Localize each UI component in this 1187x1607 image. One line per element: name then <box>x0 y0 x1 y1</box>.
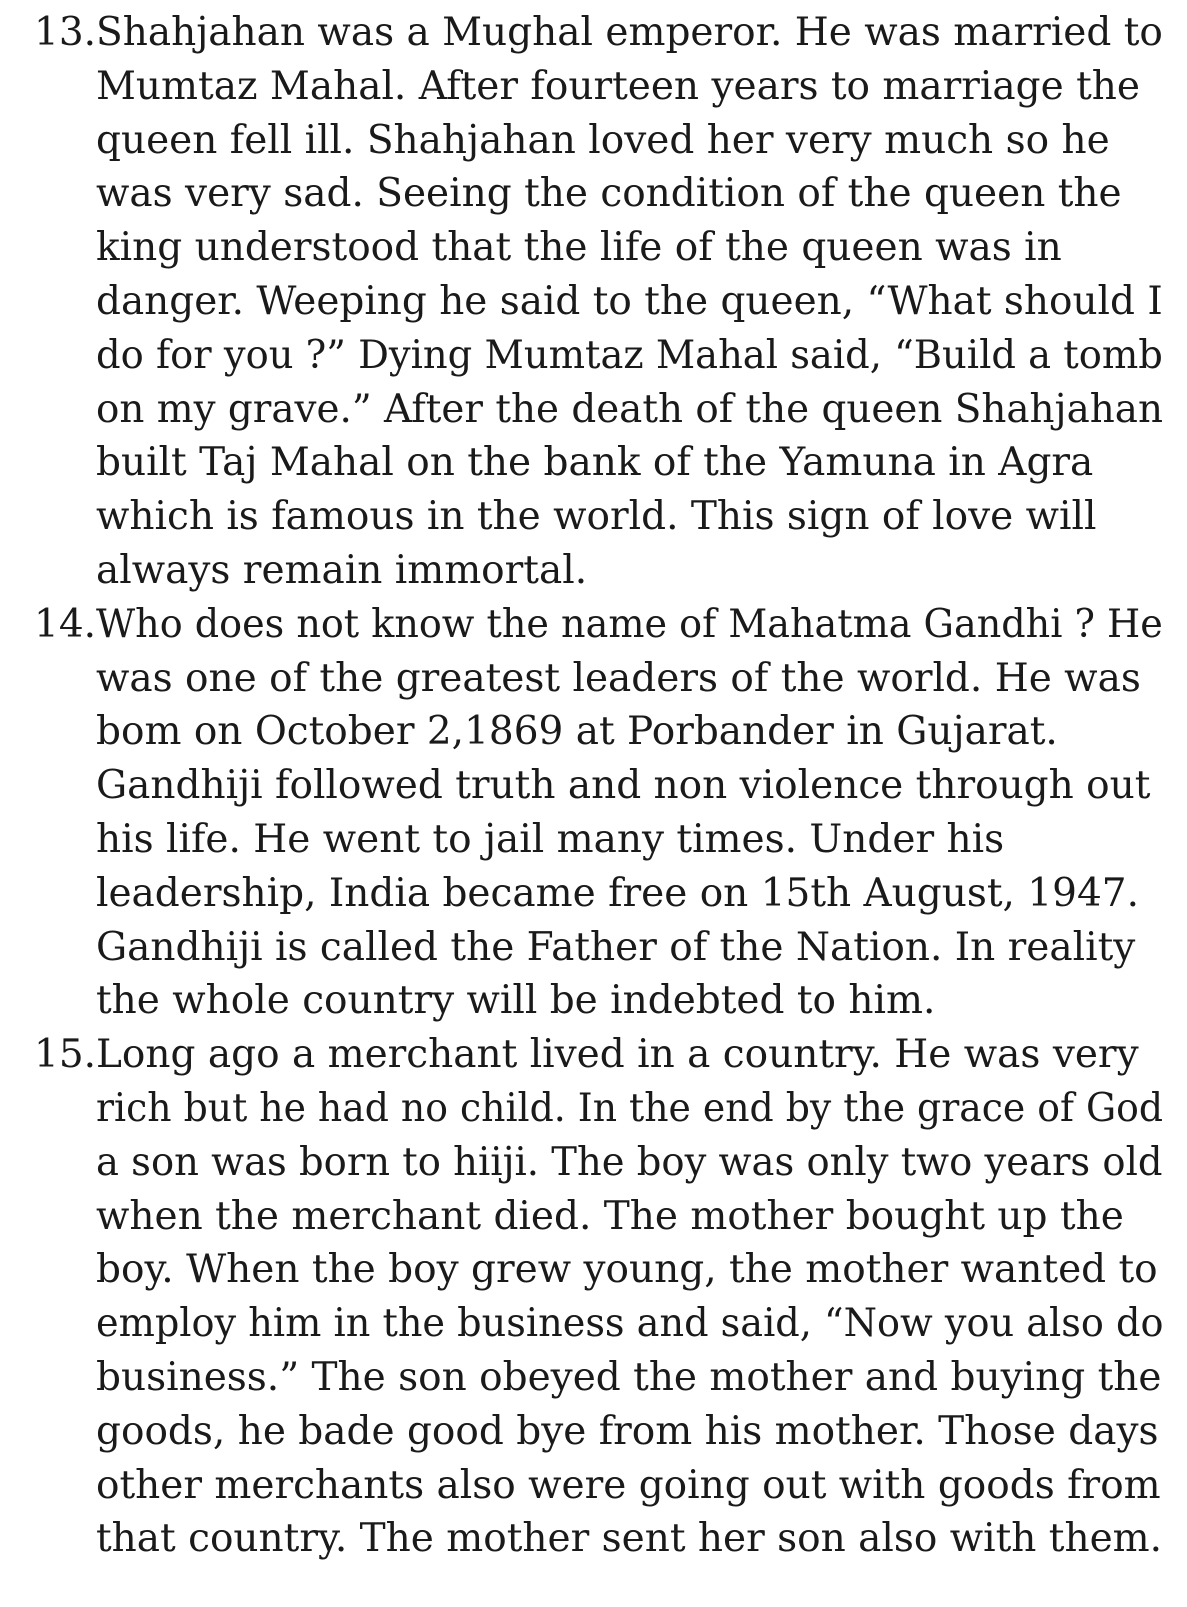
text-line: a son was born to hiiji. The boy was only two years old <box>96 1139 1163 1185</box>
text-line: Mumtaz Mahal. After fourteen years to marriage the <box>96 63 1140 109</box>
text-line: danger. Weeping he said to the queen, “What should I <box>96 278 1163 324</box>
text-line: do for you ?” Dying Mumtaz Mahal said, “Build a tomb <box>96 332 1163 378</box>
text-line: king understood that the life of the queen was in <box>96 225 1062 271</box>
text-line: rich but he had no child. In the end by the grace of God <box>96 1085 1164 1131</box>
text-line: other merchants also were going out with goods from <box>96 1462 1161 1508</box>
text-line: bom on October 2,1869 at Porbander in Gujarat. <box>96 709 1058 755</box>
text-line: Gandhiji is called the Father of the Nation. In reality <box>96 924 1136 970</box>
text-line: queen fell ill. Shahjahan loved her very much so he <box>96 117 1110 163</box>
text-line: employ him in the business and said, “Now you also do <box>96 1301 1164 1347</box>
text-line: Long ago a merchant lived in a country. He was very <box>96 1032 1139 1078</box>
text-line: Shahjahan was a Mughal emperor. He was married to <box>96 10 1163 55</box>
text-line: his life. He went to jail many times. Under his <box>96 816 1005 862</box>
text-line: on my grave.” After the death of the queen Shahjahan <box>96 386 1163 432</box>
item-number: 13. <box>34 10 97 55</box>
text-line: that country. The mother sent her son also with them. <box>96 1516 1163 1562</box>
item-number: 14. <box>34 601 97 647</box>
text-line: goods, he bade good bye from his mother. Those days <box>96 1408 1159 1454</box>
text-line: boy. When the boy grew young, the mother wanted to <box>96 1247 1158 1293</box>
text-line: the whole country will be indebted to him. <box>96 978 936 1024</box>
text-line: leadership, India became free on 15th August, 1947. <box>96 870 1140 916</box>
text-line: was very sad. Seeing the condition of the queen the <box>96 171 1122 217</box>
text-line: always remain immortal. <box>96 547 588 593</box>
item-paragraph <box>96 1028 1163 1566</box>
list-item-13 <box>34 6 1163 598</box>
text-line: was one of the greatest leaders of the world. He was <box>96 655 1141 701</box>
text-line: business.” The son obeyed the mother and buying the <box>96 1354 1162 1400</box>
text-line: built Taj Mahal on the bank of the Yamuna in Agra <box>96 440 1094 486</box>
item-paragraph <box>96 6 1163 598</box>
item-paragraph <box>96 598 1163 1028</box>
text-line: when the merchant died. The mother bought up the <box>96 1193 1124 1239</box>
list-item-14 <box>34 598 1163 1028</box>
text-line: which is famous in the world. This sign of love will <box>96 494 1097 540</box>
list-item-15 <box>34 1028 1163 1566</box>
item-number: 15. <box>34 1032 97 1078</box>
text-line: Who does not know the name of Mahatma Gandhi ? He <box>96 601 1163 647</box>
text-line: Gandhiji followed truth and non violence through out <box>96 763 1151 809</box>
